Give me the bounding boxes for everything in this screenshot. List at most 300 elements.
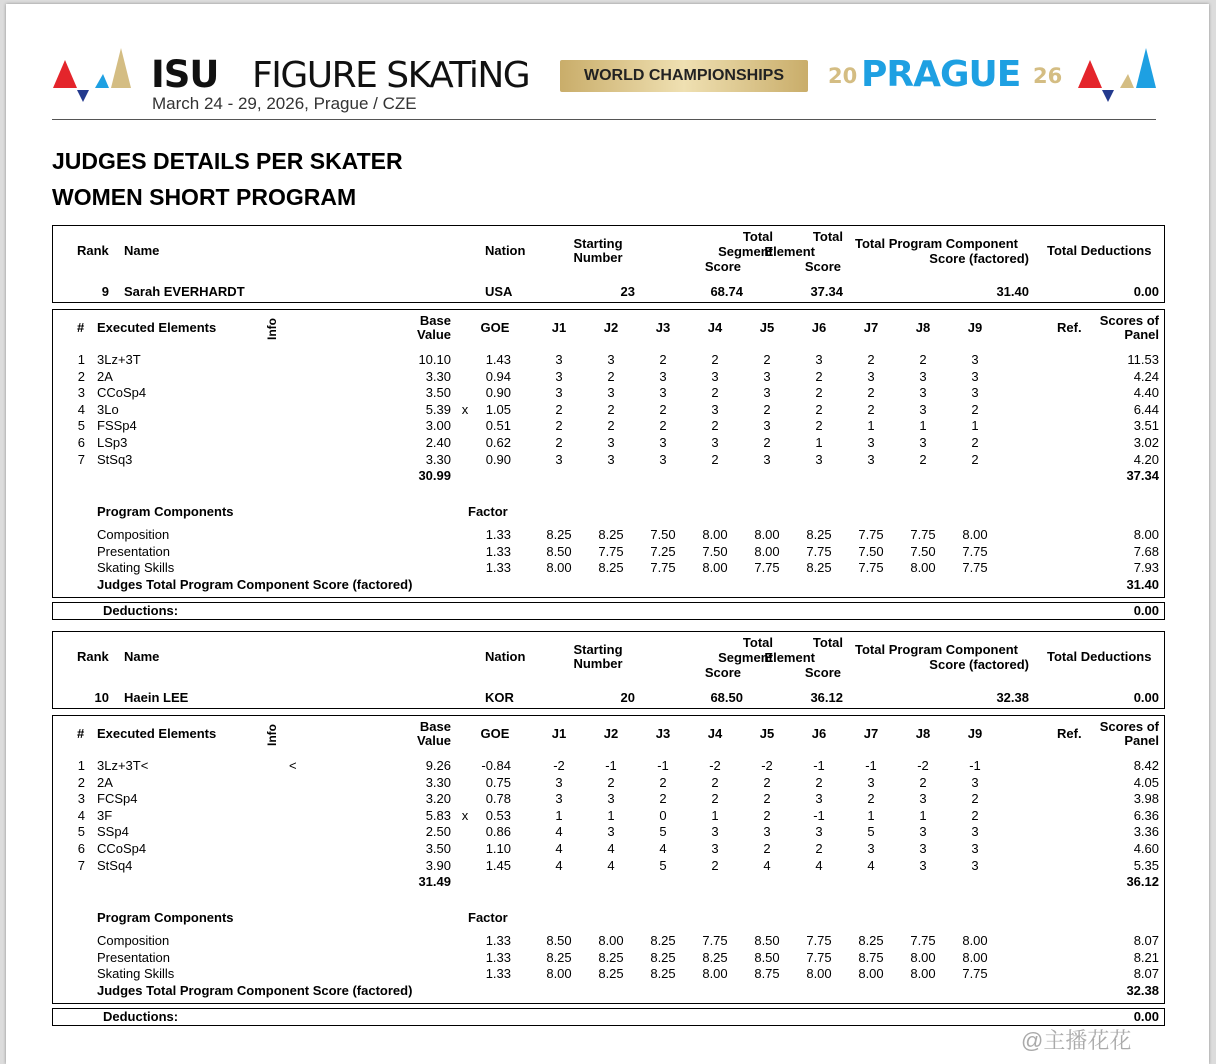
element-judge-score: 3	[555, 774, 563, 790]
element-base-value: 3.90	[425, 857, 451, 873]
element-code: 3Lz+3T<	[97, 758, 149, 773]
element-judge-score: 3	[555, 451, 563, 467]
element-code: 2A	[97, 368, 113, 384]
component-panel-score: 7.68	[1133, 543, 1159, 559]
executed-elements-header: Executed Elements	[97, 320, 217, 335]
element-judge-score: 2	[711, 857, 719, 873]
element-judge-score: 2	[815, 401, 823, 417]
element-judge-score: 3	[555, 791, 563, 807]
component-judge-score: 7.50	[702, 543, 728, 559]
total-element-score: 36.12	[810, 690, 843, 705]
component-judge-score: 8.00	[702, 966, 728, 982]
component-judge-score: 8.00	[962, 933, 988, 948]
element-panel-score: 4.40	[1133, 385, 1159, 401]
component-panel-score: 7.93	[1133, 560, 1159, 576]
component-judge-score: 7.75	[806, 933, 832, 948]
total-element-score-header: Element	[764, 244, 815, 259]
world-championships-banner: WORLD CHAMPIONSHIPS	[560, 60, 808, 92]
judge-header-j8: J8	[915, 726, 931, 741]
goe-header: GOE	[480, 320, 510, 335]
total-element-score-header: Element	[764, 650, 815, 665]
component-judge-score: 8.00	[754, 543, 780, 559]
info-header: Info	[265, 318, 279, 340]
starting-number-header: Number	[573, 656, 623, 671]
factor-header: Factor	[468, 910, 508, 925]
component-judge-score: 8.25	[598, 560, 624, 576]
watermark: @主播花花	[1021, 1028, 1132, 1053]
element-base-value: 3.50	[425, 841, 451, 856]
ref-header: Ref.	[1057, 320, 1082, 335]
starting-number-header: Starting	[573, 236, 623, 251]
element-base-value: 5.39	[425, 401, 451, 417]
element-judge-score: 3	[971, 352, 979, 367]
element-judge-score: 4	[815, 857, 823, 873]
scores-of-panel-header: Scores of	[1099, 719, 1159, 734]
element-judge-score: 3	[659, 451, 667, 467]
element-judge-score: 2	[867, 401, 875, 417]
element-judge-score: 2	[659, 791, 667, 807]
ref-header: Ref.	[1057, 726, 1082, 741]
component-judge-score: 7.75	[650, 560, 676, 576]
element-base-value: 3.30	[425, 774, 451, 790]
element-judge-score: 3	[919, 368, 927, 384]
judges-total-pcs-value: 32.38	[1126, 983, 1159, 998]
scores-of-panel-header: Scores of	[1099, 313, 1159, 328]
deductions-label: Deductions:	[103, 603, 179, 618]
element-goe: 0.90	[485, 451, 511, 467]
element-judge-score: 1	[867, 807, 875, 823]
element-judge-score: 2	[971, 401, 979, 417]
name-header: Name	[124, 649, 160, 664]
component-name: Presentation	[97, 543, 170, 559]
component-judge-score: 8.25	[806, 527, 832, 542]
total-segment-score-header: Segment	[718, 650, 773, 665]
element-judge-score: 3	[711, 401, 719, 417]
element-code: StSq3	[97, 451, 133, 467]
judge-header-j4: J4	[707, 726, 723, 741]
element-judge-score: 3	[711, 435, 719, 450]
element-judge-score: 3	[919, 385, 927, 401]
element-number: 3	[77, 791, 85, 807]
header-divider	[52, 119, 1156, 120]
component-judge-score: 7.75	[806, 543, 832, 559]
component-judge-score: 8.00	[702, 560, 728, 576]
element-judge-score: 3	[763, 451, 771, 467]
judge-header-j6: J6	[811, 726, 827, 741]
component-judge-score: 8.00	[910, 560, 936, 576]
element-judge-score: 3	[867, 368, 875, 384]
total-program-component-score: 31.40	[996, 284, 1029, 299]
element-panel-score: 3.36	[1133, 824, 1159, 840]
skater-nation: KOR	[485, 690, 514, 705]
component-judge-score: 8.25	[598, 949, 624, 965]
document-page	[6, 4, 1209, 1064]
element-base-value: 3.30	[425, 451, 451, 467]
segment-title: WOMEN SHORT PROGRAM	[52, 184, 357, 210]
element-judge-score: 3	[815, 352, 823, 367]
element-number: 7	[77, 451, 85, 467]
element-goe: 1.45	[485, 857, 511, 873]
element-judge-score: 2	[555, 401, 563, 417]
element-judge-score: 2	[971, 807, 979, 823]
component-judge-score: 8.00	[962, 527, 988, 542]
element-judge-score: 2	[711, 385, 719, 401]
element-code: 2A	[97, 774, 113, 790]
deductions-label: Deductions:	[103, 1009, 179, 1024]
element-judge-score: 2	[607, 401, 615, 417]
element-code: 3F	[97, 807, 113, 823]
element-judge-score: 3	[555, 352, 563, 367]
judge-header-j9: J9	[967, 726, 983, 741]
judge-header-j7: J7	[863, 320, 879, 335]
element-goe: 0.90	[485, 385, 511, 401]
element-judge-score: 2	[659, 774, 667, 790]
total-segment-score-header: Segment	[718, 244, 773, 259]
element-judge-score: 3	[971, 824, 979, 840]
element-goe: 0.75	[485, 774, 511, 790]
total-element-score-header: Score	[804, 259, 841, 274]
component-judge-score: 8.25	[650, 966, 676, 982]
element-judge-score: 4	[763, 857, 771, 873]
element-judge-score: 2	[711, 774, 719, 790]
component-factor: 1.33	[485, 527, 511, 542]
element-judge-score: 3	[815, 824, 823, 840]
component-factor: 1.33	[485, 933, 511, 948]
nation-header: Nation	[485, 649, 526, 664]
element-panel-score: 3.98	[1133, 791, 1159, 807]
element-judge-score: 2	[867, 791, 875, 807]
element-judge-score: 2	[815, 385, 823, 401]
element-judge-score: 2	[607, 774, 615, 790]
element-judge-score: 2	[815, 418, 823, 434]
element-judge-score: 2	[763, 841, 771, 856]
element-code: 3Lo	[97, 401, 119, 417]
skater-rank: 9	[101, 284, 109, 299]
elements-panel-total: 37.34	[1126, 468, 1159, 483]
element-base-value: 10.10	[418, 352, 451, 367]
element-judge-score: 2	[711, 451, 719, 467]
judge-header-j1: J1	[551, 320, 567, 335]
element-code: FCSp4	[97, 791, 138, 807]
event-dates: March 24 - 29, 2026, Prague / CZE	[152, 94, 417, 113]
component-factor: 1.33	[485, 949, 511, 965]
component-judge-score: 7.75	[962, 966, 988, 982]
element-number: 4	[77, 401, 85, 417]
base-value-total: 30.99	[418, 468, 451, 483]
total-segment-score-header: Total	[742, 635, 773, 650]
element-judge-score: 5	[659, 824, 667, 840]
executed-elements-header: Executed Elements	[97, 726, 217, 741]
component-name: Skating Skills	[97, 966, 175, 982]
total-segment-score-header: Score	[704, 259, 741, 274]
skater-details-box	[52, 309, 1165, 598]
component-panel-score: 8.07	[1133, 966, 1159, 982]
element-judge-score: 3	[971, 774, 979, 790]
component-judge-score: 8.25	[702, 949, 728, 965]
deductions-box	[52, 1008, 1165, 1026]
element-judge-score: 2	[815, 368, 823, 384]
element-judge-score: 3	[607, 824, 615, 840]
component-judge-score: 8.50	[546, 543, 572, 559]
element-judge-score: 1	[555, 807, 563, 823]
scores-of-panel-header: Panel	[1124, 327, 1159, 342]
element-number: 7	[77, 857, 85, 873]
element-judge-score: 2	[971, 451, 979, 467]
base-value-header: Base	[419, 719, 451, 734]
element-panel-score: 6.44	[1133, 401, 1159, 417]
element-judge-score: 2	[711, 352, 719, 367]
element-judge-score: 1	[919, 807, 927, 823]
element-judge-score: 2	[763, 807, 771, 823]
element-judge-score: 2	[867, 385, 875, 401]
component-judge-score: 8.25	[650, 949, 676, 965]
element-judge-score: 2	[607, 368, 615, 384]
component-name: Skating Skills	[97, 560, 175, 576]
base-value-total: 31.49	[418, 874, 451, 889]
element-panel-score: 4.60	[1133, 841, 1159, 856]
judge-header-j2: J2	[603, 320, 619, 335]
component-judge-score: 8.25	[546, 527, 572, 542]
element-goe: 1.05	[485, 401, 511, 417]
element-number-header: #	[77, 726, 85, 741]
year-prefix: 20	[828, 64, 858, 88]
element-judge-score: 3	[555, 385, 563, 401]
component-judge-score: 7.75	[858, 527, 884, 542]
element-judge-score: 1	[711, 807, 719, 823]
total-segment-score: 68.74	[710, 284, 743, 299]
element-judge-score: 3	[607, 352, 615, 367]
component-factor: 1.33	[485, 966, 511, 982]
total-element-score: 37.34	[810, 284, 843, 299]
element-judge-score: 3	[659, 368, 667, 384]
championship-logo-left	[51, 46, 133, 104]
judge-header-j3: J3	[655, 320, 671, 335]
element-judge-score: 3	[867, 774, 875, 790]
element-number-header: #	[77, 320, 85, 335]
goe-header: GOE	[480, 726, 510, 741]
tpcs-header: Score (factored)	[929, 657, 1029, 672]
total-element-score-header: Total	[812, 635, 843, 650]
element-judge-score: 2	[919, 451, 927, 467]
skater-starting-number: 23	[620, 284, 635, 299]
element-judge-score: 3	[867, 435, 875, 450]
judge-header-j2: J2	[603, 726, 619, 741]
element-number: 1	[77, 352, 85, 367]
judge-header-j6: J6	[811, 320, 827, 335]
component-judge-score: 7.50	[650, 527, 676, 542]
element-goe: 0.78	[485, 791, 511, 807]
component-factor: 1.33	[485, 543, 511, 559]
judge-header-j8: J8	[915, 320, 931, 335]
element-code: LSp3	[97, 435, 128, 450]
starting-number-header: Starting	[573, 642, 623, 657]
element-panel-score: 3.51	[1133, 418, 1159, 434]
component-judge-score: 7.75	[858, 560, 884, 576]
scores-of-panel-header: Panel	[1124, 733, 1159, 748]
component-judge-score: 7.50	[858, 543, 884, 559]
element-judge-score: 3	[607, 435, 615, 450]
element-panel-score: 6.36	[1133, 807, 1159, 823]
element-base-value: 9.26	[425, 758, 451, 773]
element-judge-score: 2	[919, 352, 927, 367]
total-deductions: 0.00	[1133, 690, 1159, 705]
element-judge-score: 3	[607, 451, 615, 467]
element-judge-score: 3	[919, 841, 927, 856]
element-judge-score: 2	[555, 418, 563, 434]
element-judge-score: 3	[815, 451, 823, 467]
factor-header: Factor	[468, 504, 508, 519]
element-judge-score: 4	[555, 824, 563, 840]
component-factor: 1.33	[485, 560, 511, 576]
element-bonus-mark: x	[461, 807, 469, 823]
element-judge-score: 3	[711, 824, 719, 840]
component-judge-score: 8.25	[598, 527, 624, 542]
component-judge-score: 8.25	[650, 933, 676, 948]
element-judge-score: 4	[555, 857, 563, 873]
component-judge-score: 8.00	[546, 560, 572, 576]
deductions-value: 0.00	[1133, 1009, 1159, 1024]
city-wordmark: PRAGUE	[861, 54, 1021, 95]
element-judge-score: 2	[763, 774, 771, 790]
judge-header-j7: J7	[863, 726, 879, 741]
total-segment-score: 68.50	[710, 690, 743, 705]
element-info-mark: <	[289, 758, 297, 773]
program-components-header: Program Components	[97, 910, 234, 925]
element-judge-score: 3	[763, 385, 771, 401]
element-bonus-mark: x	[461, 401, 469, 417]
element-judge-score: 3	[919, 791, 927, 807]
element-panel-score: 11.53	[1127, 352, 1159, 367]
judges-total-pcs-label: Judges Total Program Component Score (factored)	[97, 577, 413, 592]
skater-name: Haein LEE	[124, 690, 189, 705]
element-judge-score: 2	[971, 791, 979, 807]
element-judge-score: -2	[553, 758, 565, 773]
element-judge-score: 2	[971, 435, 979, 450]
element-judge-score: 3	[971, 385, 979, 401]
element-panel-score: 4.24	[1133, 368, 1159, 384]
element-judge-score: -1	[657, 758, 669, 773]
skater-summary-box	[52, 631, 1165, 709]
element-judge-score: 1	[971, 418, 979, 434]
component-panel-score: 8.00	[1133, 527, 1159, 542]
element-judge-score: 1	[607, 807, 615, 823]
element-goe: 0.53	[485, 807, 511, 823]
component-judge-score: 8.00	[598, 933, 624, 948]
element-judge-score: 2	[763, 401, 771, 417]
element-goe: 1.43	[485, 352, 511, 367]
component-judge-score: 8.50	[546, 933, 572, 948]
element-judge-score: -1	[813, 807, 825, 823]
isu-logo: ISU	[151, 53, 219, 96]
figure-skating-wordmark: FIGURE SKATiNG	[252, 55, 530, 96]
element-judge-score: 3	[711, 841, 719, 856]
element-code: StSq4	[97, 857, 133, 873]
element-judge-score: 1	[815, 435, 823, 450]
component-name: Composition	[97, 527, 170, 542]
element-code: 3Lz+3T	[97, 352, 141, 367]
element-judge-score: 2	[763, 435, 771, 450]
element-judge-score: -1	[969, 758, 981, 773]
component-judge-score: 8.75	[858, 949, 884, 965]
element-judge-score: 2	[659, 401, 667, 417]
component-judge-score: 7.75	[806, 949, 832, 965]
element-judge-score: 3	[867, 841, 875, 856]
element-judge-score: 3	[919, 824, 927, 840]
component-judge-score: 8.75	[754, 966, 780, 982]
tpcs-header: Total Program Component	[855, 642, 1018, 657]
element-number: 5	[77, 418, 85, 434]
championship-logo-right	[1076, 46, 1158, 104]
component-judge-score: 8.25	[806, 560, 832, 576]
element-judge-score: -2	[761, 758, 773, 773]
element-judge-score: 2	[659, 418, 667, 434]
skater-summary-box	[52, 225, 1165, 303]
element-number: 2	[77, 774, 85, 790]
element-judge-score: -1	[813, 758, 825, 773]
judge-header-j5: J5	[759, 726, 775, 741]
element-judge-score: 2	[607, 418, 615, 434]
judge-header-j1: J1	[551, 726, 567, 741]
skater-starting-number: 20	[620, 690, 635, 705]
starting-number-header: Number	[573, 250, 623, 265]
element-judge-score: 4	[555, 841, 563, 856]
element-base-value: 2.50	[425, 824, 451, 840]
component-judge-score: 8.00	[806, 966, 832, 982]
element-judge-score: 3	[919, 857, 927, 873]
element-number: 6	[77, 841, 85, 856]
rank-header: Rank	[77, 243, 109, 258]
component-judge-score: 8.25	[546, 949, 572, 965]
base-value-header: Value	[417, 733, 451, 748]
component-judge-score: 7.25	[650, 543, 676, 559]
total-deductions: 0.00	[1133, 284, 1159, 299]
element-judge-score: 5	[867, 824, 875, 840]
component-judge-score: 7.75	[962, 543, 988, 559]
element-judge-score: 3	[607, 385, 615, 401]
element-goe: 0.62	[485, 435, 511, 450]
component-judge-score: 8.00	[858, 966, 884, 982]
element-judge-score: 2	[711, 418, 719, 434]
element-code: FSSp4	[97, 418, 137, 434]
element-judge-score: 3	[971, 368, 979, 384]
element-judge-score: 5	[659, 857, 667, 873]
element-judge-score: 3	[919, 401, 927, 417]
component-judge-score: 8.00	[962, 949, 988, 965]
element-judge-score: 2	[555, 435, 563, 450]
judge-header-j9: J9	[967, 320, 983, 335]
component-judge-score: 8.00	[546, 966, 572, 982]
element-number: 5	[77, 824, 85, 840]
element-judge-score: 3	[555, 368, 563, 384]
component-judge-score: 7.75	[910, 527, 936, 542]
element-judge-score: 4	[867, 857, 875, 873]
element-judge-score: 2	[711, 791, 719, 807]
component-judge-score: 8.25	[858, 933, 884, 948]
component-judge-score: 8.00	[910, 949, 936, 965]
element-judge-score: 3	[971, 841, 979, 856]
element-judge-score: -2	[709, 758, 721, 773]
element-base-value: 3.20	[425, 791, 451, 807]
total-element-score-header: Total	[812, 229, 843, 244]
element-panel-score: 5.35	[1133, 857, 1159, 873]
judge-header-j3: J3	[655, 726, 671, 741]
element-judge-score: -1	[605, 758, 617, 773]
element-judge-score: 3	[867, 451, 875, 467]
element-judge-score: 2	[763, 791, 771, 807]
component-judge-score: 8.25	[598, 966, 624, 982]
element-base-value: 2.40	[425, 435, 451, 450]
element-goe: -0.84	[481, 758, 511, 773]
